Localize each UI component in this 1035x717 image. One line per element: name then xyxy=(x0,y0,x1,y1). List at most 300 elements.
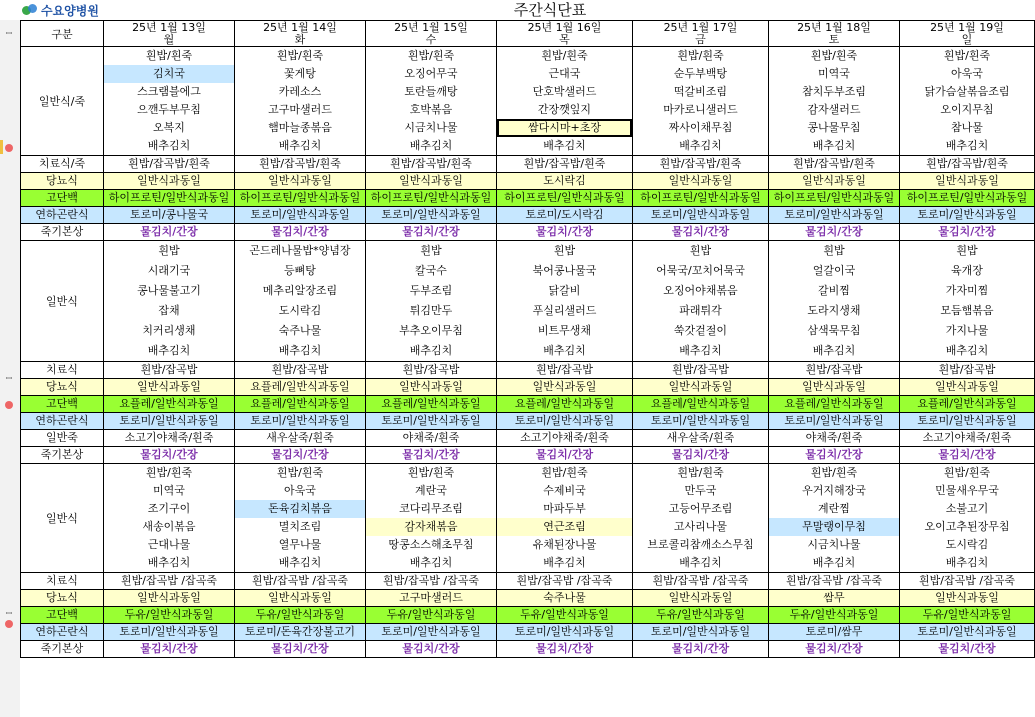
menu-item: 배추김치 xyxy=(812,344,856,357)
diet-value: 요플레/일반식과동일 xyxy=(366,396,497,413)
diet-value: 하이프로틴/일반식과동일 xyxy=(104,190,235,207)
diet-value: 야채죽/흰죽 xyxy=(366,430,497,447)
menu-item: 꽃게탕 xyxy=(284,67,316,80)
diet-value: 일반식과동일 xyxy=(633,379,769,396)
menu-item: 김치국 xyxy=(104,65,234,83)
menu-item: 배추김치 xyxy=(278,344,322,357)
diet-value: 일반식과동일 xyxy=(497,379,633,396)
menu-item: 도시락김 xyxy=(945,538,989,551)
diet-label: 당뇨식 xyxy=(21,173,104,190)
flower-icon xyxy=(5,144,13,152)
diet-value: 일반식과동일 xyxy=(769,173,900,190)
menu-item: 코다리무조림 xyxy=(399,502,463,515)
diet-label: 일반죽 xyxy=(21,430,104,447)
day-date: 25년 1월 13일 xyxy=(132,20,206,34)
diet-value: 흰밥/잡곡밥 xyxy=(497,362,633,379)
diet-value: 요플레/일반식과동일 xyxy=(633,396,769,413)
day-header xyxy=(633,21,769,47)
meal-cell xyxy=(900,47,1035,156)
breakfast-diet-row xyxy=(21,156,1035,173)
menu-item: 배추김치 xyxy=(945,344,989,357)
diet-value: 일반식과동일 xyxy=(900,379,1035,396)
menu-item: 잡채 xyxy=(158,304,180,317)
diet-value: 흰밥/잡곡밥/흰죽 xyxy=(235,156,366,173)
gutter-marker-icon: ꟷ xyxy=(5,29,13,38)
diet-value: 일반식과동일 xyxy=(104,173,235,190)
diet-value: 토로미/쌈무 xyxy=(769,624,900,641)
day-of-week: 일 xyxy=(961,32,973,46)
diet-value: 흰밥/잡곡밥/흰죽 xyxy=(769,156,900,173)
meal-cell xyxy=(633,464,769,573)
menu-item: 연근조림 xyxy=(497,518,632,536)
menu-item: 모듬햄볶음 xyxy=(940,304,994,317)
breakfast-diet-row xyxy=(21,173,1035,190)
diet-value: 물김치/간장 xyxy=(497,641,633,658)
diet-value: 흰밥/잡곡밥 xyxy=(235,362,366,379)
diet-value: 토로미/일반식과동일 xyxy=(366,413,497,430)
menu-item: 오징어무국 xyxy=(404,67,458,80)
lunch-diet-row xyxy=(21,413,1035,430)
menu-item: 조기구이 xyxy=(147,502,191,515)
menu-item: 배추김치 xyxy=(543,556,586,569)
menu-item: 등뼈탕 xyxy=(284,264,316,277)
diet-value: 물김치/간장 xyxy=(769,224,900,241)
diet-value: 흰밥/잡곡밥/흰죽 xyxy=(497,156,633,173)
menu-item: 흰밥/흰죽 xyxy=(145,49,193,62)
diet-value: 토로미/일반식과동일 xyxy=(235,207,366,224)
menu-item: 참치두부조림 xyxy=(802,85,866,98)
menu-item: 시래기국 xyxy=(147,264,191,277)
menu-item: 삼색묵무침 xyxy=(807,324,861,337)
gutter-marker-icon: ꟷ xyxy=(5,609,13,618)
diet-value: 토로미/일반식과동일 xyxy=(235,413,366,430)
logo-icon xyxy=(22,4,38,16)
day-header xyxy=(497,21,633,47)
menu-item: 흰밥/흰죽 xyxy=(810,49,858,62)
menu-item: 수제비국 xyxy=(543,484,586,497)
menu-item: 흰밥/흰죽 xyxy=(276,49,324,62)
menu-item: 배추김치 xyxy=(409,556,453,569)
menu-item: 숙주나물 xyxy=(278,324,322,337)
category-header: 구분 xyxy=(21,21,104,47)
menu-item: 오이지무침 xyxy=(940,103,994,116)
menu-item: 북어콩나물국 xyxy=(532,264,597,277)
breakfast-main-row xyxy=(21,47,1035,156)
menu-item: 배추김치 xyxy=(679,344,722,357)
diet-value: 토로미/일반식과동일 xyxy=(769,413,900,430)
meal-cell xyxy=(366,241,497,362)
menu-item: 흰밥 xyxy=(956,244,978,257)
day-header xyxy=(366,21,497,47)
diet-label: 고단백 xyxy=(21,396,104,413)
diet-value: 흰밥/잡곡밥 /잡곡죽 xyxy=(900,573,1035,590)
menu-item: 계란찜 xyxy=(818,502,850,515)
menu-item: 멸치조림 xyxy=(278,520,322,533)
diet-value: 토로미/일반식과동일 xyxy=(104,413,235,430)
diet-value: 토로미/일반식과동일 xyxy=(104,624,235,641)
dinner-diet-row xyxy=(21,590,1035,607)
diet-value: 물김치/간장 xyxy=(235,641,366,658)
menu-item: 튀김만두 xyxy=(409,304,453,317)
menu-item: 닭가슴살볶음조림 xyxy=(924,85,1010,98)
diet-value: 소고기야채죽/흰죽 xyxy=(900,430,1035,447)
menu-item: 흰밥/흰죽 xyxy=(407,466,455,479)
flower-icon xyxy=(5,401,13,409)
menu-item: 감자샐러드 xyxy=(807,103,861,116)
diet-value: 토로미/일반식과동일 xyxy=(633,413,769,430)
menu-item: 짜사이채무침 xyxy=(668,121,733,134)
diet-value: 토로미/일반식과동일 xyxy=(366,207,497,224)
day-date: 25년 1월 17일 xyxy=(663,20,738,34)
diet-value: 물김치/간장 xyxy=(497,224,633,241)
diet-value: 도시락김 xyxy=(497,173,633,190)
lunch-main-row xyxy=(21,241,1035,362)
day-header xyxy=(235,21,366,47)
logo-text: 수요양병원 xyxy=(41,3,99,18)
diet-value: 두유/일반식과동일 xyxy=(497,607,633,624)
menu-item: 순두부백탕 xyxy=(673,67,728,80)
diet-value: 두유/일반식과동일 xyxy=(900,607,1035,624)
day-of-week: 목 xyxy=(559,32,570,46)
menu-item: 콩나물불고기 xyxy=(137,284,201,297)
menu-item: 가지나물 xyxy=(945,324,989,337)
day-date: 25년 1월 19일 xyxy=(930,20,1004,34)
diet-value: 소고기야채죽/흰죽 xyxy=(104,430,235,447)
meal-cell xyxy=(497,47,633,156)
diet-value: 토로미/콩나물국 xyxy=(104,207,235,224)
day-header xyxy=(900,21,1035,47)
menu-item: 브로콜리참깨소스무침 xyxy=(647,538,754,551)
dinner-diet-row xyxy=(21,624,1035,641)
meal-cell xyxy=(235,47,366,156)
diet-value: 흰밥/잡곡밥 xyxy=(900,362,1035,379)
category-label: 일반식/죽 xyxy=(21,47,104,156)
diet-value: 일반식과동일 xyxy=(235,173,366,190)
lunch-diet-row xyxy=(21,447,1035,464)
diet-value: 토로미/일반식과동일 xyxy=(900,207,1035,224)
diet-value: 요플레/일반식과동일 xyxy=(235,396,366,413)
menu-item: 아욱국 xyxy=(951,67,983,80)
day-of-week: 수 xyxy=(425,32,437,46)
diet-value: 요플레/일반식과동일 xyxy=(900,396,1035,413)
menu-item: 두부조림 xyxy=(409,284,453,297)
meal-cell xyxy=(633,47,769,156)
diet-value: 두유/일반식과동일 xyxy=(104,607,235,624)
diet-value: 흰밥/잡곡밥 xyxy=(104,362,235,379)
menu-item: 쑥갓겉절이 xyxy=(673,324,728,337)
menu-item: 유채된장나물 xyxy=(532,538,597,551)
meal-cell xyxy=(633,241,769,362)
diet-label: 당뇨식 xyxy=(21,379,104,396)
menu-item: 무말랭이무침 xyxy=(769,518,899,536)
menu-item: 오이고추된장무침 xyxy=(924,520,1010,533)
diet-label: 죽기본상 xyxy=(21,641,104,658)
breakfast-diet-row xyxy=(21,207,1035,224)
diet-value: 하이프로틴/일반식과동일 xyxy=(769,190,900,207)
diet-label: 연하곤란식 xyxy=(21,207,104,224)
diet-value: 일반식과동일 xyxy=(104,590,235,607)
diet-value: 물김치/간장 xyxy=(900,641,1035,658)
menu-item: 간장깻잎지 xyxy=(537,103,592,116)
diet-value: 숙주나물 xyxy=(497,590,633,607)
diet-value: 물김치/간장 xyxy=(104,447,235,464)
menu-item: 육개장 xyxy=(951,264,983,277)
diet-label: 치료식 xyxy=(21,573,104,590)
menu-item: 흰밥/흰죽 xyxy=(541,466,588,479)
menu-item: 배추김치 xyxy=(409,344,453,357)
diet-value: 흰밥/잡곡밥 /잡곡죽 xyxy=(769,573,900,590)
diet-value: 물김치/간장 xyxy=(633,224,769,241)
diet-value: 하이프로틴/일반식과동일 xyxy=(235,190,366,207)
diet-value: 하이프로틴/일반식과동일 xyxy=(633,190,769,207)
menu-item: 오징어야채볶음 xyxy=(663,284,738,297)
day-of-week: 토 xyxy=(828,32,840,46)
diet-value: 흰밥/잡곡밥 /잡곡죽 xyxy=(366,573,497,590)
diet-label: 죽기본상 xyxy=(21,447,104,464)
diet-value: 토로미/일반식과동일 xyxy=(366,624,497,641)
day-of-week: 화 xyxy=(294,32,306,46)
diet-value: 하이프로틴/일반식과동일 xyxy=(366,190,497,207)
menu-item: 갈비찜 xyxy=(818,284,850,297)
diet-value: 물김치/간장 xyxy=(633,641,769,658)
diet-value: 흰밥/잡곡밥 xyxy=(633,362,769,379)
menu-item: 배추김치 xyxy=(543,139,586,152)
menu-item: 닭갈비 xyxy=(548,284,581,297)
diet-value: 고구마샐러드 xyxy=(366,590,497,607)
diet-value: 토로미/돈육간장불고기 xyxy=(235,624,366,641)
weekly-menu-table xyxy=(20,20,1035,658)
menu-item: 만두국 xyxy=(684,484,717,497)
menu-item: 으깬두부무침 xyxy=(137,103,201,116)
page-title: 주간식단표 xyxy=(513,1,587,19)
diet-value: 일반식과동일 xyxy=(366,173,497,190)
menu-item: 햄마늘종볶음 xyxy=(268,121,332,134)
day-of-week: 월 xyxy=(163,32,175,46)
menu-item: 메추리알장조림 xyxy=(262,284,338,297)
menu-item: 고구마샐러드 xyxy=(268,103,332,116)
diet-value: 토로미/도시락김 xyxy=(497,207,633,224)
menu-item: 흰밥/흰죽 xyxy=(145,466,193,479)
diet-value: 하이프로틴/일반식과동일 xyxy=(497,190,633,207)
menu-item: 흰밥/흰죽 xyxy=(943,466,991,479)
menu-item: 땅콩소스해초무침 xyxy=(388,538,474,551)
menu-item: 얼갈이국 xyxy=(812,264,856,277)
menu-item: 계란국 xyxy=(415,484,447,497)
diet-label: 치료식 xyxy=(21,362,104,379)
diet-value: 일반식과동일 xyxy=(769,379,900,396)
menu-item: 열무나물 xyxy=(278,538,322,551)
diet-value: 흰밥/잡곡밥/흰죽 xyxy=(366,156,497,173)
diet-value: 물김치/간장 xyxy=(366,641,497,658)
menu-item: 배추김치 xyxy=(812,139,856,152)
menu-item: 푸실리샐러드 xyxy=(532,304,597,317)
diet-value: 새우살죽/흰죽 xyxy=(235,430,366,447)
menu-item: 소불고기 xyxy=(945,502,989,515)
lunch-diet-row xyxy=(21,362,1035,379)
dinner-diet-row xyxy=(21,573,1035,590)
diet-value: 토로미/일반식과동일 xyxy=(900,413,1035,430)
menu-item: 흰밥 xyxy=(420,244,442,257)
meal-cell xyxy=(497,241,633,362)
diet-value: 흰밥/잡곡밥/흰죽 xyxy=(633,156,769,173)
menu-item: 배추김치 xyxy=(147,139,191,152)
diet-value: 일반식과동일 xyxy=(235,590,366,607)
menu-item: 호박볶음 xyxy=(409,103,453,116)
menu-item: 근대국 xyxy=(548,67,581,80)
menu-item: 배추김치 xyxy=(278,556,322,569)
diet-value: 두유/일반식과동일 xyxy=(235,607,366,624)
diet-value: 하이프로틴/일반식과동일 xyxy=(900,190,1035,207)
menu-item: 시금치나물 xyxy=(807,538,861,551)
menu-item: 파래튀각 xyxy=(679,304,722,317)
menu-item: 배추김치 xyxy=(679,556,722,569)
meal-cell xyxy=(104,464,235,573)
menu-item: 배추김치 xyxy=(147,344,191,357)
diet-value: 토로미/일반식과동일 xyxy=(497,624,633,641)
diet-value: 물김치/간장 xyxy=(104,641,235,658)
menu-item: 배추김치 xyxy=(812,556,856,569)
diet-value: 물김치/간장 xyxy=(235,447,366,464)
menu-item: 배추김치 xyxy=(147,556,191,569)
diet-label: 연하곤란식 xyxy=(21,624,104,641)
menu-item: 우거지해장국 xyxy=(802,484,866,497)
diet-value: 두유/일반식과동일 xyxy=(769,607,900,624)
diet-value: 흰밥/잡곡밥/흰죽 xyxy=(104,156,235,173)
diet-value: 토로미/일반식과동일 xyxy=(769,207,900,224)
row-gutter xyxy=(0,20,20,717)
meal-cell xyxy=(366,464,497,573)
diet-value: 두유/일반식과동일 xyxy=(633,607,769,624)
hospital-logo xyxy=(22,1,99,19)
diet-value: 토로미/일반식과동일 xyxy=(633,624,769,641)
breakfast-diet-row xyxy=(21,224,1035,241)
meal-cell xyxy=(366,47,497,156)
dinner-diet-row xyxy=(21,641,1035,658)
diet-label: 고단백 xyxy=(21,190,104,207)
menu-item: 배추김치 xyxy=(543,344,586,357)
menu-item: 단호박샐러드 xyxy=(532,85,597,98)
meal-cell xyxy=(900,464,1035,573)
menu-item: 부추오이무침 xyxy=(399,324,463,337)
menu-item: 흰밥/흰죽 xyxy=(407,49,455,62)
diet-value: 흰밥/잡곡밥/흰죽 xyxy=(900,156,1035,173)
menu-item: 치커리생채 xyxy=(142,324,196,337)
menu-item: 배추김치 xyxy=(278,139,322,152)
menu-item: 도라지생채 xyxy=(807,304,861,317)
breakfast-diet-row xyxy=(21,190,1035,207)
diet-value: 일반식과동일 xyxy=(633,590,769,607)
menu-item: 배추김치 xyxy=(945,556,989,569)
menu-item: 참나물 xyxy=(951,121,983,134)
flower-icon xyxy=(5,620,13,628)
menu-item: 미역국 xyxy=(818,67,850,80)
menu-item: 민물새우무국 xyxy=(935,484,999,497)
diet-value: 요플레/일반식과동일 xyxy=(104,396,235,413)
diet-label: 치료식/죽 xyxy=(21,156,104,173)
menu-item: 흰밥/흰죽 xyxy=(276,466,324,479)
diet-value: 새우살죽/흰죽 xyxy=(633,430,769,447)
lunch-diet-row xyxy=(21,430,1035,447)
menu-item: 흰밥 xyxy=(823,244,845,257)
sheet-header xyxy=(0,0,1035,20)
menu-item: 토란들깨탕 xyxy=(404,85,458,98)
diet-value: 일반식과동일 xyxy=(900,173,1035,190)
menu-item: 비트무생채 xyxy=(537,324,592,337)
menu-item: 카레소스 xyxy=(278,85,322,98)
menu-item: 도시락김 xyxy=(278,304,322,317)
day-date: 25년 1월 15일 xyxy=(394,20,468,34)
gutter-marker-icon: ꟷ xyxy=(5,374,13,383)
category-label: 일반식 xyxy=(21,464,104,573)
meal-cell xyxy=(900,241,1035,362)
menu-item: 흰밥/흰죽 xyxy=(541,49,588,62)
diet-value: 물김치/간장 xyxy=(104,224,235,241)
menu-item: 미역국 xyxy=(153,484,185,497)
meal-cell xyxy=(769,47,900,156)
menu-item: 근대나물 xyxy=(147,538,191,551)
menu-item: 어묵국/꼬치어묵국 xyxy=(656,264,745,277)
menu-item: 새송이볶음 xyxy=(142,520,196,533)
menu-item: 흰밥 xyxy=(553,244,576,257)
menu-item: 스크램블에그 xyxy=(137,85,201,98)
menu-item: 시금치나물 xyxy=(404,121,458,134)
menu-item: 흰밥/흰죽 xyxy=(943,49,991,62)
diet-value: 요플레/일반식과동일 xyxy=(235,379,366,396)
dinner-main-row xyxy=(21,464,1035,573)
diet-value: 물김치/간장 xyxy=(497,447,633,464)
gutter-highlight xyxy=(0,140,3,154)
menu-item: 떡갈비조림 xyxy=(673,85,728,98)
menu-item: 흰밥/흰죽 xyxy=(677,466,724,479)
menu-item: 마파두부 xyxy=(543,502,586,515)
meal-cell xyxy=(497,464,633,573)
header-row xyxy=(21,21,1035,47)
day-header xyxy=(769,21,900,47)
diet-value: 일반식과동일 xyxy=(900,590,1035,607)
lunch-diet-row xyxy=(21,379,1035,396)
menu-item: 콩나물무침 xyxy=(807,121,861,134)
lunch-diet-row xyxy=(21,396,1035,413)
menu-item: 고사리나물 xyxy=(673,520,728,533)
menu-item: 돈육김치볶음 xyxy=(235,500,365,518)
diet-value: 흰밥/잡곡밥 /잡곡죽 xyxy=(235,573,366,590)
diet-value: 흰밥/잡곡밥 /잡곡죽 xyxy=(104,573,235,590)
diet-value: 토로미/일반식과동일 xyxy=(497,413,633,430)
diet-value: 물김치/간장 xyxy=(235,224,366,241)
diet-label: 고단백 xyxy=(21,607,104,624)
diet-value: 토로미/일반식과동일 xyxy=(900,624,1035,641)
day-of-week: 금 xyxy=(695,32,706,46)
diet-value: 물김치/간장 xyxy=(769,447,900,464)
menu-item: 마카로니샐러드 xyxy=(663,103,738,116)
diet-value: 물김치/간장 xyxy=(633,447,769,464)
diet-value: 쌈무 xyxy=(769,590,900,607)
diet-value: 소고기야채죽/흰죽 xyxy=(497,430,633,447)
menu-item: 칼국수 xyxy=(415,264,447,277)
diet-value: 흰밥/잡곡밥 xyxy=(769,362,900,379)
diet-label: 연하곤란식 xyxy=(21,413,104,430)
menu-item: 가자미찜 xyxy=(945,284,989,297)
day-header xyxy=(104,21,235,47)
menu-item: 고등어무조림 xyxy=(668,502,733,515)
meal-cell xyxy=(104,47,235,156)
meal-cell xyxy=(235,241,366,362)
diet-value: 물김치/간장 xyxy=(900,447,1035,464)
menu-item: 흰밥/흰죽 xyxy=(810,466,858,479)
meal-cell xyxy=(769,241,900,362)
day-date: 25년 1월 14일 xyxy=(263,20,337,34)
menu-item: 흰밥/흰죽 xyxy=(677,49,724,62)
